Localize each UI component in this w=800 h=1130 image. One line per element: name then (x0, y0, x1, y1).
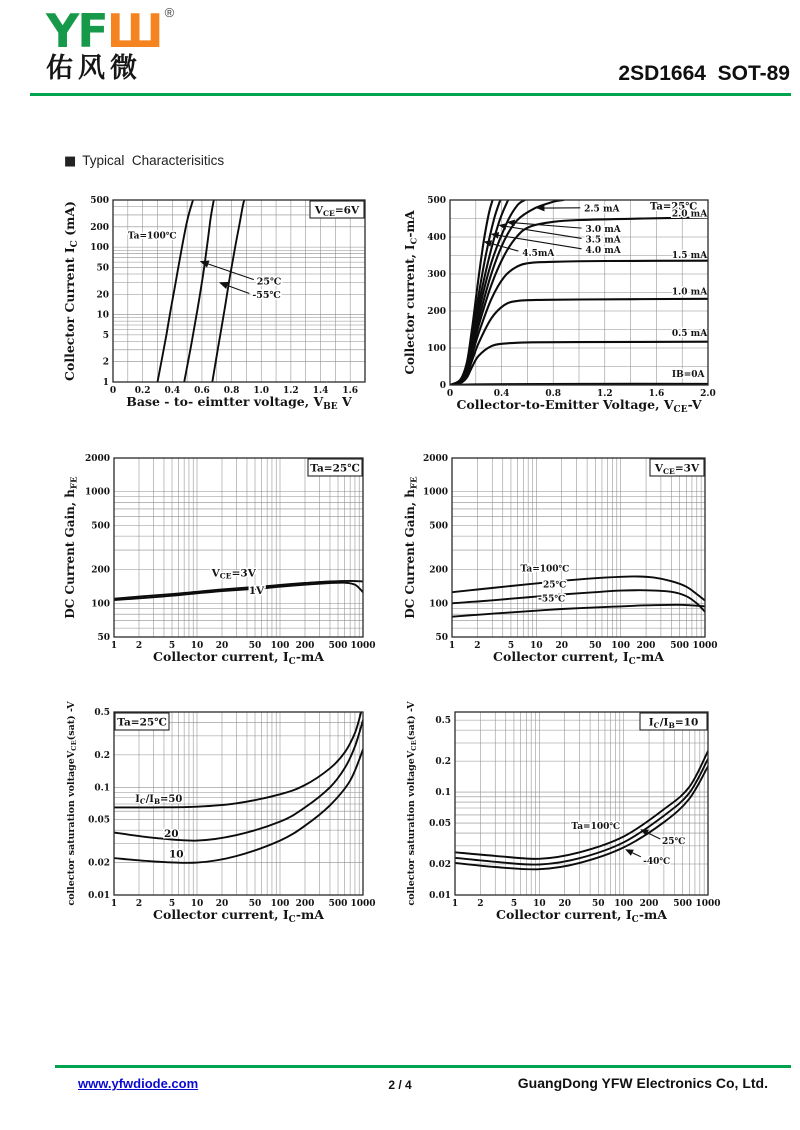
chart-text: Ta=25℃ (649, 201, 698, 213)
plot-border (452, 458, 705, 637)
chart-text: 1 (110, 899, 118, 909)
chart-text: 200 (91, 565, 110, 576)
chart-text: 1.6 (342, 386, 359, 396)
chart-hfe-vs-ic-temp (400, 448, 722, 668)
chart-text: 5 (102, 330, 109, 341)
chart-text: 1000 (84, 487, 110, 498)
chart-text: 4.0 mA (585, 245, 621, 256)
chart-text: 10 (190, 641, 204, 651)
chart-ic-vs-vbe (60, 190, 382, 416)
chart-text: 0.2 (134, 386, 151, 396)
chart-text: Base - to- eimtter voltage, $V_{BE}$ V (126, 394, 352, 412)
chart-text: DC Current Gain, $h_{FE}$ (63, 476, 80, 619)
chart-text: 100 (270, 641, 290, 651)
chart-text: $I_C/I_B=10$ (648, 716, 699, 730)
chart-text: 25℃ (256, 276, 282, 288)
chart-text: 50 (97, 633, 110, 643)
chart-text: 400 (427, 233, 446, 243)
chart-text: DC Current Gain, $h_{FE}$ (403, 476, 420, 619)
chart-text: 1.0 mA (671, 287, 708, 298)
chart-text: 20 (558, 899, 571, 909)
chart-text: 20 (96, 290, 109, 301)
series-group (158, 200, 245, 382)
chart-text: Ta=100℃ (571, 821, 621, 832)
chart-text: 20 (215, 899, 229, 909)
arrowhead-icon (498, 223, 506, 230)
grid-lines (114, 458, 363, 637)
chart-text: IB=0A (671, 369, 705, 380)
chart-text: 0.4 (493, 389, 510, 399)
page-number: 2 / 4 (388, 1078, 412, 1092)
chart-text: 1000 (350, 641, 376, 651)
section-title: Typical Characterisitics (82, 153, 225, 168)
grid-lines (452, 458, 705, 637)
chart-text: 0.8 (545, 389, 562, 399)
chart-text: Collector current, $I_C-mA$ (496, 907, 667, 925)
chart-text: 50 (96, 263, 109, 274)
website-link[interactable]: www.yfwdiode.com (78, 1076, 199, 1091)
chart-text: 20 (215, 641, 229, 651)
chart-text: 1.0 (253, 386, 270, 396)
chart-text: 2000 (422, 454, 448, 464)
logo-chinese-name: 佑风微 (46, 53, 142, 84)
chart-text: 2 (135, 641, 143, 651)
chart-text: collector saturation voltageV$_{CE}$(sat) -V (66, 701, 79, 906)
series-25C (184, 200, 214, 382)
chart-text: -40℃ (643, 856, 671, 867)
chart-text: -55℃ (538, 594, 566, 605)
chart-text: 10 (96, 310, 109, 321)
chart-text: Ta=25℃ (310, 462, 360, 475)
chart-text: 500 (673, 899, 693, 909)
chart-text: 100 (614, 899, 634, 909)
chart-text: 1.4 (312, 386, 329, 396)
chart-hfe-vs-ic-25c (60, 448, 382, 668)
logo-w-glyph: Ш (106, 4, 163, 58)
chart-text: 2 (477, 899, 484, 909)
chart-text: 5 (507, 641, 515, 651)
series-VCE-1V (114, 583, 363, 600)
series-group (452, 576, 705, 616)
chart-text: 1.5 mA (671, 250, 708, 261)
page-title: 2SD1664 SOT-89 (618, 62, 790, 85)
chart-text: 1 (102, 378, 109, 388)
chart-text: 1.2 (283, 386, 299, 396)
chart-text: 1.6 (648, 389, 665, 399)
chart-text: 25℃ (543, 580, 567, 591)
chart-text: 5 (510, 899, 518, 909)
series-Ta--55C (452, 605, 705, 617)
chart-text: 2.5 mA (584, 204, 620, 215)
logo-text-yf: YF (46, 4, 107, 58)
chart-text: 3.5 mA (585, 235, 621, 246)
series-group (114, 581, 363, 600)
chart-text: collector saturation voltageV$_{CE}$(sat) -V (406, 701, 419, 906)
chart-text: 1 (448, 641, 456, 651)
chart-text: 0.01 (429, 891, 451, 901)
chart-text: 200 (295, 641, 315, 651)
chart-text: 500 (429, 521, 448, 532)
chart-text: 0.1 (435, 788, 451, 799)
chart-text: Collector current, $I_C-mA$ (153, 649, 324, 667)
chart-text: Collector current, $I_C-mA$ (153, 907, 324, 925)
chart-text: 100 (270, 899, 290, 909)
chart-text: Collector Current $I_C$ (mA) (62, 201, 80, 381)
chart-text: Ta=100℃ (127, 231, 177, 242)
chart-text: Collector current, $I_C-mA$ (403, 210, 420, 375)
chart-text: 100 (429, 599, 448, 610)
chart-text: 50 (589, 641, 602, 651)
series-Ta-100C (452, 576, 705, 600)
chart-text: 0.05 (88, 815, 110, 826)
series-Ta-25C (455, 759, 708, 865)
registered-trademark-icon: ® (164, 5, 175, 20)
chart-text: 0.8 (223, 386, 240, 396)
chart-text: 5 (168, 899, 176, 909)
annotation-leader-line (632, 853, 641, 857)
chart-text: 50 (435, 633, 448, 643)
chart-text: 0.5 (94, 708, 110, 718)
chart-text: 10 (190, 899, 204, 909)
chart-text: 1000 (695, 899, 721, 909)
chart-text: -55℃ (252, 290, 281, 302)
series-Ta--40C (455, 766, 708, 869)
chart-text: 0.5 mA (671, 329, 708, 340)
chart-text: 500 (328, 641, 348, 651)
chart-text: 10 (169, 848, 184, 861)
chart-text: 300 (427, 270, 446, 280)
chart-text: $V_{CE}=3V$ (211, 567, 256, 581)
annotation-leader-line (227, 285, 249, 293)
chart-text: 50 (592, 899, 605, 909)
chart-text: Collector-to-Emitter Voltage, $V_{CE}-V$ (456, 397, 702, 415)
chart-output-characteristics (400, 190, 722, 416)
chart-text: 20 (555, 641, 568, 651)
chart-text: 500 (427, 196, 446, 206)
chart-text: 1 (110, 641, 118, 651)
chart-text: 0.02 (88, 858, 110, 869)
chart-text: 0.02 (429, 860, 451, 871)
chart-text: 0.2 (94, 750, 110, 761)
chart-text: 200 (636, 641, 656, 651)
chart-text: 3.0 mA (585, 225, 621, 236)
chart-text: 1V (248, 585, 265, 598)
chart-text: 500 (91, 521, 110, 532)
chart-text: 0.05 (429, 819, 451, 830)
chart-text: 100 (91, 599, 110, 610)
chart-text: 0 (446, 389, 454, 399)
chart-text: 0 (109, 386, 117, 396)
chart-text: 200 (90, 222, 109, 233)
chart-text: $I_C/I_B=50$ (135, 793, 183, 807)
chart-text: 0.01 (88, 891, 110, 901)
chart-text: 50 (248, 899, 262, 909)
chart-text: 0.5 (435, 716, 451, 727)
bullet-square-icon: ■ (64, 154, 77, 169)
series-group (455, 751, 708, 869)
chart-text: 0 (439, 381, 446, 391)
chart-text: $V_{CE}=3V$ (654, 462, 700, 476)
chart-text: 2 (135, 899, 143, 909)
chart-text: Collector current, $I_C-mA$ (493, 649, 664, 667)
chart-text: 50 (248, 641, 262, 651)
chart-text: 0.2 (435, 757, 451, 768)
chart-text: 2 (102, 357, 109, 368)
chart-text: 100 (427, 344, 446, 354)
annotation-leader-line (499, 235, 582, 249)
chart-vcesat-vs-ic-temp (400, 700, 722, 926)
chart-text: 0.1 (94, 783, 110, 794)
series-ratio-20 (114, 720, 363, 840)
plot-border (114, 458, 363, 637)
series--55C (212, 200, 244, 382)
chart-text: 2.0 (700, 389, 716, 399)
chart-text: 10 (533, 899, 546, 909)
chart-text: 25℃ (662, 836, 686, 847)
chart-text: 5 (168, 641, 176, 651)
chart-text: 10 (530, 641, 543, 651)
series-Ta=100C (158, 200, 194, 382)
chart-text: 1000 (422, 487, 448, 498)
chart-text: 0.6 (194, 386, 210, 396)
chart-text: Ta=25℃ (117, 716, 167, 729)
chart-text: 500 (670, 641, 690, 651)
chart-text: 1.2 (596, 389, 613, 399)
chart-text: $V_{CE}=6V$ (314, 204, 360, 218)
chart-text: 500 (90, 196, 109, 206)
chart-text: 2.0 mA (671, 209, 708, 220)
chart-text: 100 (90, 243, 109, 254)
chart-text: 0.4 (164, 386, 181, 396)
chart-text: 2 (474, 641, 481, 651)
footer-divider (55, 1065, 791, 1068)
company-name: GuangDong YFW Electronics Co, Ltd. (517, 1075, 768, 1091)
chart-text: 20 (163, 828, 179, 841)
chart-text: 200 (295, 899, 315, 909)
chart-text: 1000 (692, 641, 718, 651)
chart-text: 2000 (84, 454, 110, 464)
chart-vcesat-vs-ic-ratio (60, 700, 382, 926)
chart-text: 200 (639, 899, 659, 909)
chart-text: 200 (427, 307, 446, 317)
chart-text: 500 (328, 899, 348, 909)
chart-text: 100 (611, 641, 631, 651)
chart-text: 4.5mA (522, 248, 555, 259)
chart-text: Ta=100℃ (520, 564, 570, 575)
chart-text: 1 (451, 899, 459, 909)
chart-text: 1000 (350, 899, 376, 909)
annotation-leader-line (647, 833, 660, 839)
series-ratio-10 (114, 749, 363, 863)
chart-text: 200 (429, 565, 448, 576)
annotation-leader-line (515, 223, 582, 228)
